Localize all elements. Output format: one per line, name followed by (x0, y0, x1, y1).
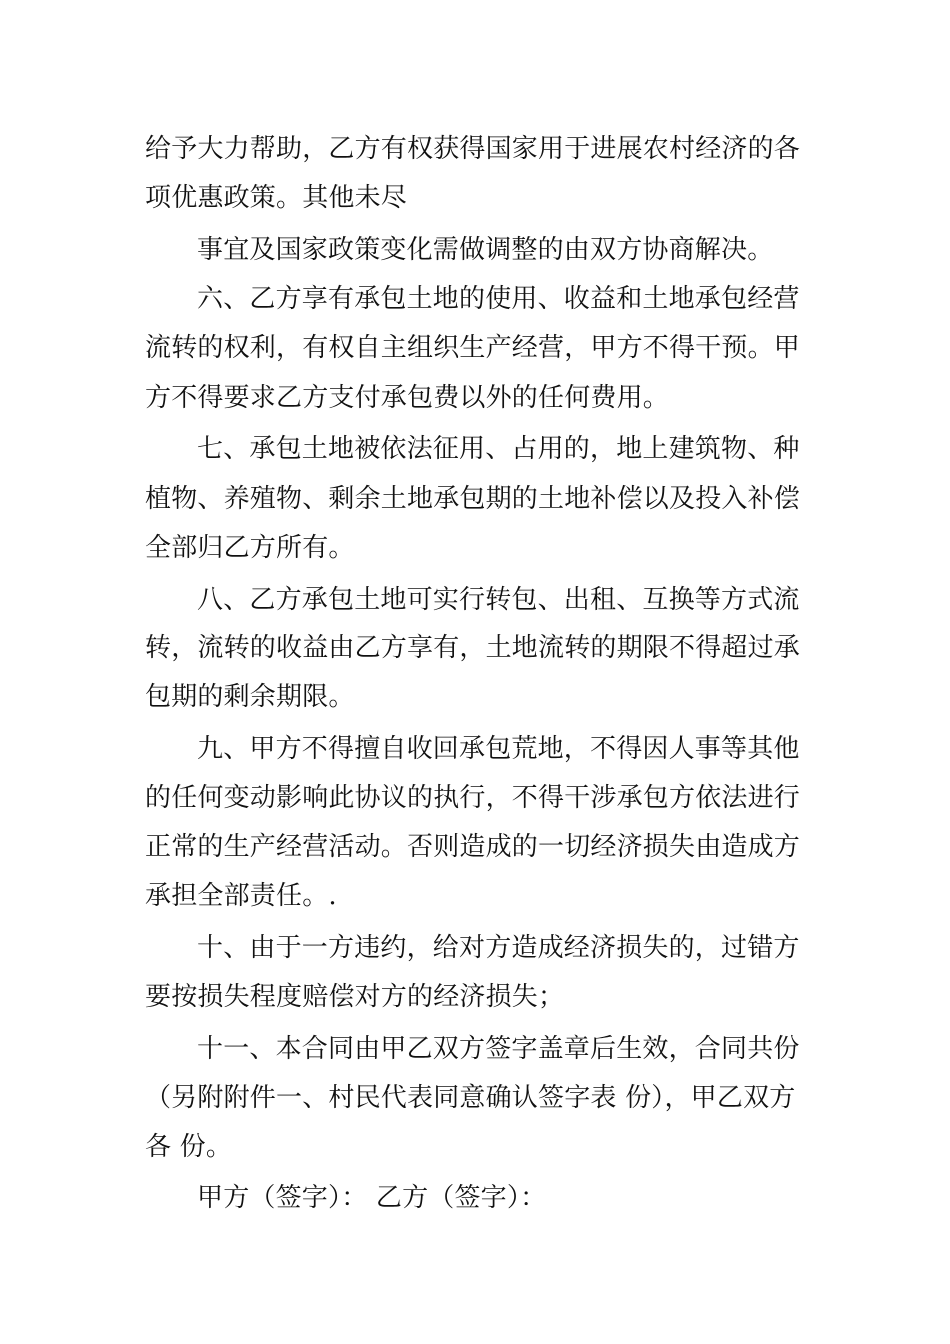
text-line: 十、由于一方违约，给对方造成经济损失的，过错方 (197, 933, 800, 963)
text-line: 的任何变动影响此协议的执行，不得干涉承包方依法进行 (145, 783, 801, 813)
text-line: 要按损失程度赔偿对方的经济损失； (145, 982, 565, 1012)
text-line: 十一、本合同由甲乙双方签字盖章后生效，合同共份 (197, 1034, 800, 1064)
text-line: 全部归乙方所有。 (145, 533, 355, 563)
text-line: 六、乙方享有承包土地的使用、收益和土地承包经营 (197, 284, 800, 314)
text-line: 各 份。 (145, 1132, 233, 1162)
text-line: 九、甲方不得擅自收回承包荒地，不得因人事等其他 (197, 734, 800, 764)
text-line: （另附附件一、村民代表同意确认签字表 份），甲乙双方 (145, 1083, 796, 1113)
text-line: 正常的生产经营活动。否则造成的一切经济损失由造成方 (145, 832, 801, 862)
text-line: 植物、养殖物、剩余土地承包期的土地补偿以及投入补偿 (145, 484, 801, 514)
signature-line: 甲方（签字）： 乙方（签字）： (197, 1183, 547, 1213)
text-line: 八、乙方承包土地可实行转包、出租、互换等方式流 (197, 585, 800, 615)
text-line: 承担全部责任。. (145, 881, 337, 911)
text-line: 包期的剩余期限。 (145, 682, 355, 712)
text-line: 给予大力帮助，乙方有权获得国家用于进展农村经济的各 (145, 134, 801, 164)
text-line: 事宜及国家政策变化需做调整的由双方协商解决。 (197, 235, 774, 265)
text-line: 流转的权利，有权自主组织生产经营，甲方不得干预。甲 (145, 333, 801, 363)
text-line: 转，流转的收益由乙方享有，土地流转的期限不得超过承 (145, 633, 801, 663)
text-line: 项优惠政策。其他未尽 (145, 183, 408, 213)
text-line: 方不得要求乙方支付承包费以外的任何费用。 (145, 383, 670, 413)
text-line: 七、承包土地被依法征用、占用的，地上建筑物、种 (197, 434, 800, 464)
